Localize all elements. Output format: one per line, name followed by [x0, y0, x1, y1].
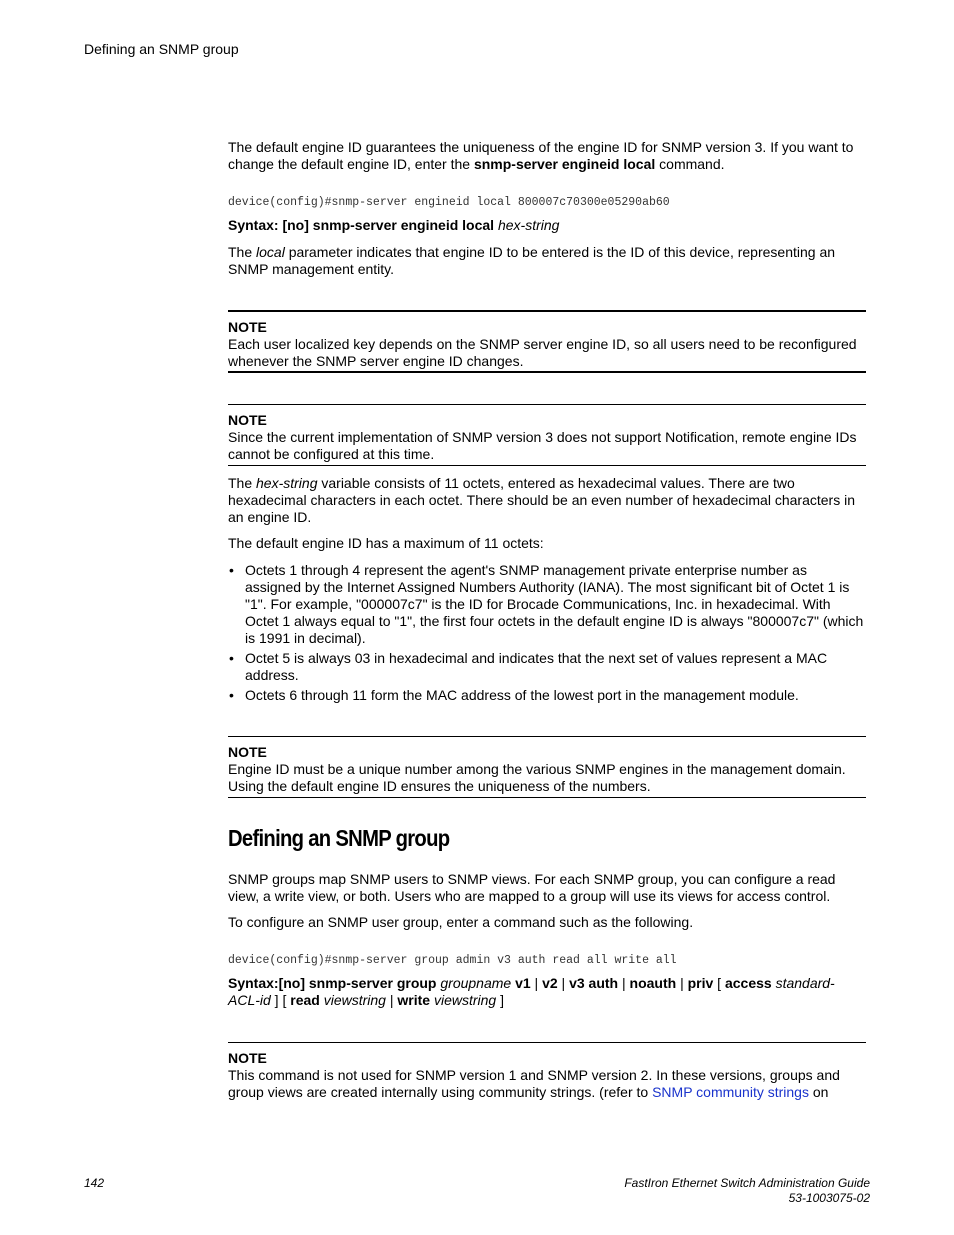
intro-paragraph: The default engine ID guarantees the uniqueness of the engine ID for SNMP version 3. If you want to change the default engine ID, enter the snmp-server engineid local command. — [228, 139, 854, 172]
command-name: snmp-server engineid local — [473, 156, 656, 172]
list-item: • Octets 6 through 11 form the MAC address of the lowest port in the management module. — [228, 687, 866, 704]
configure-group-paragraph: To configure an SNMP user group, enter a command such as the following. — [228, 914, 694, 930]
note-rule-top — [228, 404, 866, 405]
note-label: NOTE — [228, 744, 267, 760]
note-community-strings — [228, 1050, 866, 1101]
footer-guide — [624, 1176, 870, 1206]
section-heading: Defining an SNMP group — [228, 825, 450, 851]
max-octets-paragraph: The default engine ID has a maximum of 11 octets: — [228, 535, 544, 551]
octet-list — [228, 562, 866, 707]
note-rule-top — [228, 310, 866, 312]
local-param-paragraph: The local parameter indicates that engine ID to be entered is the ID of this device, representing an SNMP management entity. — [228, 244, 836, 277]
note-label: NOTE — [228, 412, 267, 428]
note-rule-top — [228, 1042, 866, 1043]
note-localized-key — [228, 319, 866, 370]
note-rule-bottom — [228, 465, 866, 466]
snmp-community-strings-link[interactable]: SNMP community strings — [652, 1084, 809, 1100]
syntax-engineid: Syntax: [no] snmp-server engineid local hex-string — [228, 217, 560, 233]
note-notification — [228, 412, 866, 463]
list-item: • Octet 5 is always 03 in hexadecimal and indicates that the next set of values represent a MAC address. — [228, 650, 866, 684]
note-text: This command is not used for SNMP version 1 and SNMP version 2. In these versions, groups and group views are created internally using community strings. (refer to SNMP community strings on — [228, 1067, 840, 1100]
page-number: 142 — [84, 1176, 105, 1190]
note-label: NOTE — [228, 319, 267, 335]
note-text: Engine ID must be a unique number among the various SNMP engines in the management domain. Using the default engine ID ensures the uniqueness of the numbers. — [228, 761, 846, 794]
hex-string-paragraph: The hex-string variable consists of 11 octets, entered as hexadecimal values. There are two hexadecimal characters in each octet. There should be an even number of hexadecimal characters in an engine ID. — [228, 475, 855, 525]
list-item: • Octets 1 through 4 represent the agent's SNMP management private enterprise number as assigned by the Internet Assigned Numbers Authority (IANA). The most significant bit of Octet 1 is "1". For example, "000007c7" is the ID for Brocade Communications, Inc. in hexadecimal. With Octet 1 always equal to "1", the first four octets in the default engine ID is always "800007c7" (which is 1991 in decimal). — [228, 562, 866, 647]
guide-title: FastIron Ethernet Switch Administration Guide — [624, 1176, 870, 1190]
code-example-group: device(config)#snmp-server group admin v3 auth read all write all — [228, 954, 677, 967]
note-label: NOTE — [228, 1050, 267, 1066]
note-text: Since the current implementation of SNMP version 3 does not support Notification, remote engine IDs cannot be configured at this time. — [228, 429, 857, 462]
note-rule-bottom — [228, 371, 866, 373]
note-unique-engine-id — [228, 744, 866, 795]
syntax-group: Syntax:[no] snmp-server group groupname v1 | v2 | v3 auth | noauth | priv [ access standard-ACL-id ] [ read viewstring | write viewstring ] — [228, 975, 835, 1008]
note-rule-bottom — [228, 797, 866, 798]
running-header: Defining an SNMP group — [84, 41, 239, 57]
code-example-engineid: device(config)#snmp-server engineid local 800007c70300e05290ab60 — [228, 196, 670, 209]
note-rule-top — [228, 736, 866, 737]
note-text: Each user localized key depends on the SNMP server engine ID, so all users need to be reconfigured whenever the SNMP server engine ID changes. — [228, 336, 857, 369]
document-number: 53-1003075-02 — [788, 1191, 870, 1205]
snmp-groups-paragraph: SNMP groups map SNMP users to SNMP views. For each SNMP group, you can configure a read view, a write view, or both. Users who are mapped to a group will use its views for access control. — [228, 871, 836, 904]
